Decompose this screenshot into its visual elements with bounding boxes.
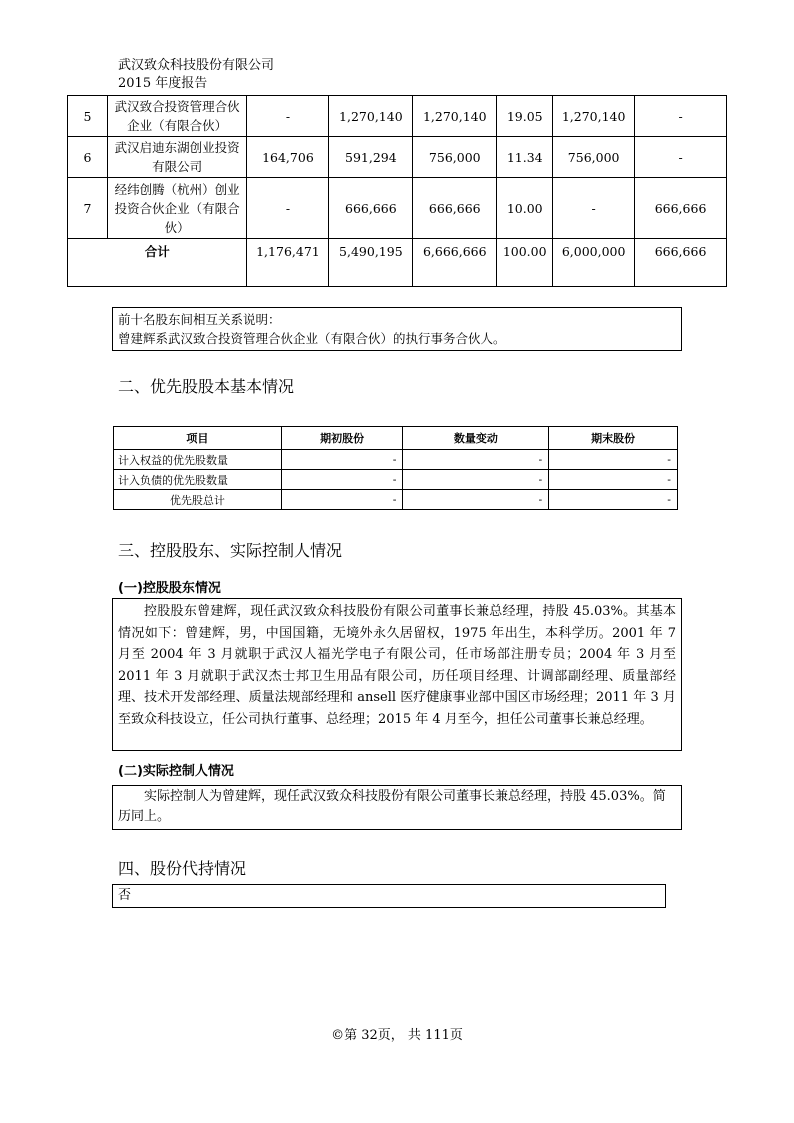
cell-pct: 11.34 — [497, 137, 553, 178]
holder-name: 武汉致合投资管理合伙企业（有限合伙） — [107, 96, 247, 137]
cell: 6,666,666 — [413, 239, 497, 287]
subsection-heading: (二)实际控制人情况 — [118, 764, 234, 779]
controlling-shareholder-box — [112, 598, 682, 751]
table-row — [114, 470, 678, 490]
page-footer: ©第 32页， 共 111页 — [331, 1028, 463, 1043]
row-no: 5 — [68, 96, 108, 137]
shareholder-relation-box — [112, 307, 682, 351]
controlling-shareholder-text: 控股股东曾建辉，现任武汉致众科技股份有限公司董事长兼总经理，持股 45.03%。其基本情况如下：曾建辉，男，中国国籍，无境外永久居留权，1975 年出生，本科学历。2001 年 7 月至 2004 年 3 月就职于武汉人福光学电子有限公司，任市场部注册专员；2004 年 3 月至 2011 年 3 月就职于武汉杰士邦卫生用品有限公司，历任项目经理、计调部副经理、质量部经理、技术开发部经理、质量法规部经理和 ansell 医疗健康事业部中国区市场经理；2011 年 3 月至致众科技设立，任公司执行董事、总经理；2015 年 4 月至今，担任公司董事长兼总经理。 — [118, 604, 676, 727]
section-heading: 三、控股股东、实际控制人情况 — [118, 541, 343, 560]
table-header-row — [114, 427, 678, 450]
holder-name: 经纬创腾（杭州）创业投资合伙企业（有限合伙） — [107, 178, 247, 239]
row-label: 计入负债的优先股数量 — [114, 470, 282, 490]
share-proxy-box — [112, 884, 666, 908]
table-row — [68, 96, 727, 137]
cell: - — [247, 178, 329, 239]
table-row — [114, 450, 678, 470]
share-proxy-text: 否 — [118, 888, 132, 903]
holder-name: 武汉启迪东湖创业投资有限公司 — [107, 137, 247, 178]
cell: - — [635, 96, 727, 137]
cell: - — [549, 490, 678, 510]
relation-text: 曾建辉系武汉致合投资管理合伙企业（有限合伙）的执行事务合伙人。 — [118, 331, 506, 346]
cell: 1,270,140 — [553, 96, 635, 137]
cell-pct: 19.05 — [497, 96, 553, 137]
section-heading: 四、股份代持情况 — [118, 859, 247, 878]
cell: 591,294 — [329, 137, 413, 178]
header-company: 武汉致众科技股份有限公司 — [118, 58, 275, 73]
table-row — [68, 137, 727, 178]
cell: - — [635, 137, 727, 178]
row-label: 优先股总计 — [114, 490, 282, 510]
cell: 1,176,471 — [247, 239, 329, 287]
cell: 756,000 — [413, 137, 497, 178]
actual-controller-text: 实际控制人为曾建辉，现任武汉致众科技股份有限公司董事长兼总经理，持股 45.03%。简历同上。 — [118, 789, 666, 824]
subsection-heading: (一)控股股东情况 — [118, 581, 221, 596]
cell: 1,270,140 — [329, 96, 413, 137]
cell: - — [281, 490, 403, 510]
cell: 666,666 — [635, 178, 727, 239]
cell: 666,666 — [329, 178, 413, 239]
table-row — [68, 178, 727, 239]
column-header: 期末股份 — [549, 427, 678, 450]
header-report: 2015 年度报告 — [118, 76, 208, 91]
cell: - — [403, 470, 549, 490]
cell: - — [281, 470, 403, 490]
preferred-stock-table — [113, 426, 678, 510]
cell: - — [403, 490, 549, 510]
total-label: 合计 — [68, 239, 247, 287]
cell: - — [549, 470, 678, 490]
cell-pct: 10.00 — [497, 178, 553, 239]
row-label: 计入权益的优先股数量 — [114, 450, 282, 470]
cell: 666,666 — [635, 239, 727, 287]
column-header: 项目 — [114, 427, 282, 450]
cell: 756,000 — [553, 137, 635, 178]
cell: - — [403, 450, 549, 470]
cell: 6,000,000 — [553, 239, 635, 287]
cell-pct: 100.00 — [497, 239, 553, 287]
cell: - — [553, 178, 635, 239]
column-header: 数量变动 — [403, 427, 549, 450]
cell: - — [549, 450, 678, 470]
relation-title: 前十名股东间相互关系说明： — [118, 312, 281, 327]
cell: 5,490,195 — [329, 239, 413, 287]
table-row — [114, 490, 678, 510]
actual-controller-box — [112, 785, 682, 830]
row-no: 7 — [68, 178, 108, 239]
cell: 1,270,140 — [413, 96, 497, 137]
cell: - — [281, 450, 403, 470]
cell: 666,666 — [413, 178, 497, 239]
row-no: 6 — [68, 137, 108, 178]
total-row — [68, 239, 727, 287]
column-header: 期初股份 — [281, 427, 403, 450]
shareholders-table — [67, 95, 727, 287]
cell: 164,706 — [247, 137, 329, 178]
cell: - — [247, 96, 329, 137]
section-heading: 二、优先股股本基本情况 — [118, 377, 295, 396]
